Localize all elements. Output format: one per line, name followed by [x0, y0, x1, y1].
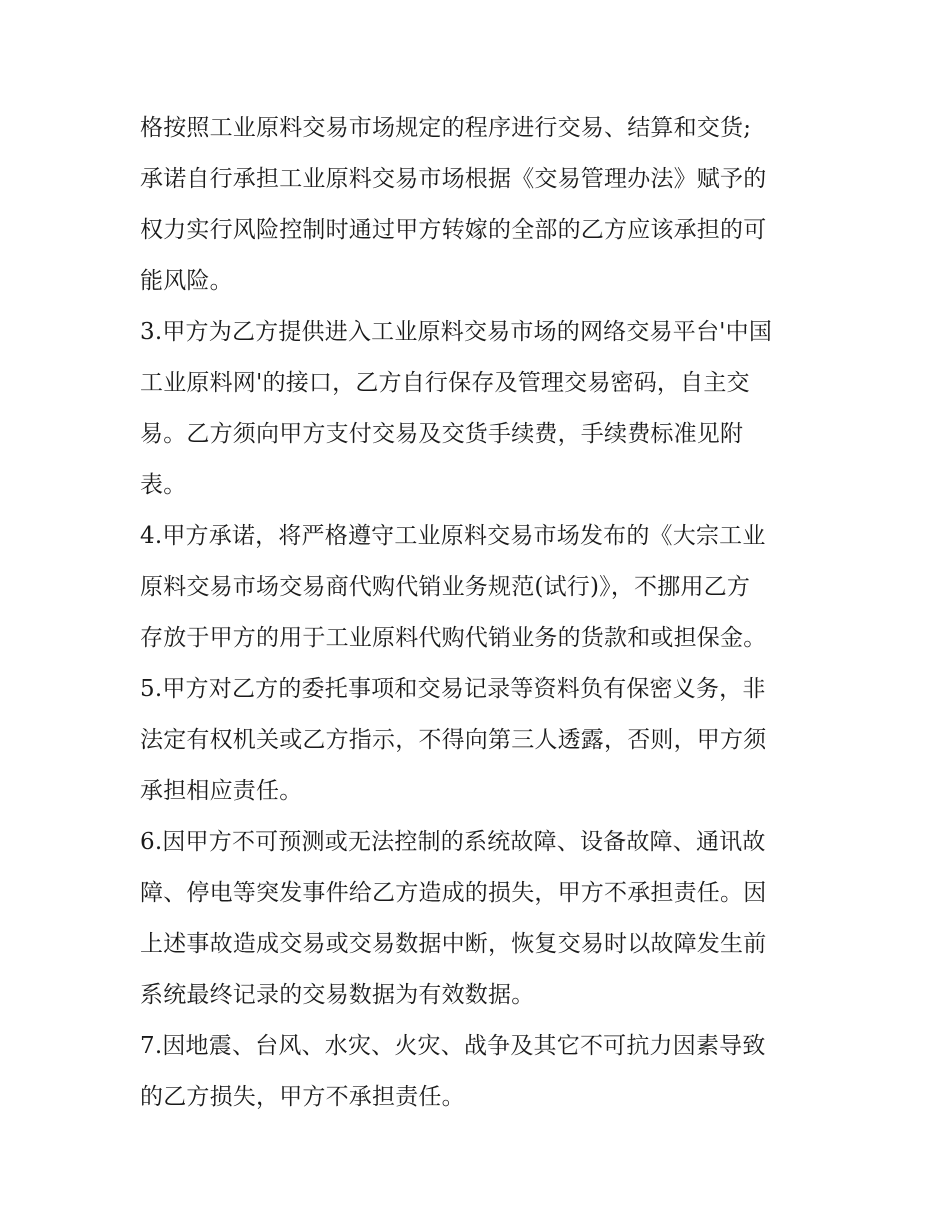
text-line: 系统最终记录的交易数据为有效数据。 [140, 982, 535, 1008]
text-line: 原料交易市场交易商代购代销业务规范(试行)》，不挪用乙方 [140, 574, 751, 600]
text-line: 权力实行风险控制时通过甲方转嫁的全部的乙方应该承担的可 [140, 217, 767, 243]
text-line: 法定有权机关或乙方指示，不得向第三人透露，否则，甲方须 [140, 727, 767, 753]
document-body [140, 103, 820, 1123]
text-line: 表。 [140, 472, 187, 498]
text-line: 易。乙方须向甲方支付交易及交货手续费，手续费标准见附 [140, 421, 744, 447]
clause-7-line: 7.因地震、台风、水灾、火灾、战争及其它不可抗力因素导致 [140, 1033, 766, 1059]
text-line: 承诺自行承担工业原料交易市场根据《交易管理办法》赋予的 [140, 166, 767, 192]
text-line: 工业原料网'的接口，乙方自行保存及管理交易密码，自主交 [140, 370, 750, 396]
text-line: 承担相应责任。 [140, 778, 303, 804]
clause-5-line: 5.甲方对乙方的委托事项和交易记录等资料负有保密义务，非 [140, 676, 766, 702]
clause-3-line: 3.甲方为乙方提供进入工业原料交易市场的网络交易平台'中国 [140, 319, 773, 345]
text-line: 的乙方损失，甲方不承担责任。 [140, 1084, 465, 1110]
text-line: 上述事故造成交易或交易数据中断，恢复交易时以故障发生前 [140, 931, 767, 957]
clause-4-line: 4.甲方承诺，将严格遵守工业原料交易市场发布的《大宗工业 [140, 523, 766, 549]
clause-6-line: 6.因甲方不可预测或无法控制的系统故障、设备故障、通讯故 [140, 829, 766, 855]
text-line: 能风险。 [140, 268, 233, 294]
text-line: 格按照工业原料交易市场规定的程序进行交易、结算和交货; [140, 115, 752, 141]
text-line: 存放于甲方的用于工业原料代购代销业务的货款和或担保金。 [140, 625, 767, 651]
text-line: 障、停电等突发事件给乙方造成的损失，甲方不承担责任。因 [140, 880, 767, 906]
